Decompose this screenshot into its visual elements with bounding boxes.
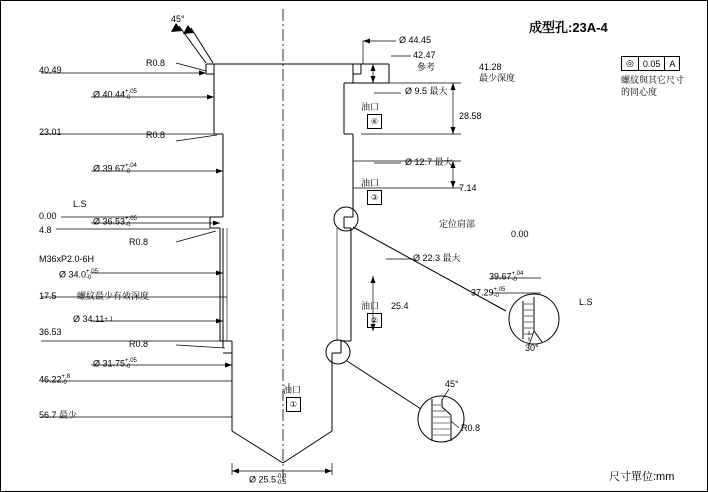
d223-label: Ø 22.3 最大 xyxy=(413,253,461,263)
ls-top-label: L.S xyxy=(73,199,87,209)
gdt-datum: A xyxy=(664,57,679,70)
depth-note-label: 最少深度 xyxy=(479,73,516,83)
port3-label: 油口 xyxy=(361,178,380,188)
d3411-label: Ø 34.11 +.1 xyxy=(73,314,113,324)
footer-units: 尺寸單位:mm xyxy=(609,471,675,483)
d3653-a-label: Ø 36.53 +.05 -0 xyxy=(93,216,137,228)
d3967-label: Ø 39.67 +.04 -0 xyxy=(93,163,137,175)
port2-number: ② xyxy=(367,313,382,328)
ls-right-label: L.S xyxy=(579,297,593,307)
locator-label: 定位肩部 xyxy=(439,219,476,229)
port1-number: ① xyxy=(286,397,301,412)
angle-30-label: 30° xyxy=(525,343,539,353)
port4-label: 油口 xyxy=(361,102,380,112)
v2858-label: 28.58 xyxy=(459,111,482,121)
port4-number: ④ xyxy=(367,114,382,129)
r08-3-label: R0.8 xyxy=(129,237,149,247)
r08-5-label: R0.8 xyxy=(461,423,481,433)
zero-2-label: 0.00 xyxy=(511,229,529,239)
d3175-label: Ø 31.75 +.05 -0 xyxy=(93,358,137,370)
thread-label: M36xP2.0-6H xyxy=(39,254,95,264)
v175-label: 17.5 xyxy=(39,291,57,301)
angle-45-bottom-label: 45° xyxy=(445,379,459,389)
zero-1-label: 0.00 xyxy=(39,211,57,221)
d4247-label: 42.47 xyxy=(413,50,436,60)
angle-45-top-label: 45° xyxy=(171,14,185,24)
gdt-note-line1: 螺紋與其它尺寸 xyxy=(621,75,685,85)
v48-label: 4.8 xyxy=(39,225,52,235)
d255-label: Ø 25.5 -0.0 -0.5 xyxy=(249,474,287,486)
l4622-label: 46.22 +.8 -0 xyxy=(39,374,71,386)
d4445-label: Ø 44.45 xyxy=(399,35,432,45)
l2301-label: 23.01 xyxy=(39,127,62,137)
d127-label: Ø 12.7 最大 xyxy=(405,157,453,167)
r08-2-label: R0.8 xyxy=(146,130,166,140)
ref-label: 參考 xyxy=(417,62,436,72)
concentricity-icon: ◎ xyxy=(626,58,634,68)
d3967-right-label: 39.67 +.04 -0 xyxy=(489,271,524,283)
r08-4-label: R0.8 xyxy=(129,339,149,349)
d4044-label: Ø 40.44 +.05 -0 xyxy=(93,89,137,101)
port1-label: 油口 xyxy=(283,385,302,395)
port3-number: ③ xyxy=(367,190,382,205)
gdt-note-line2: 的同心度 xyxy=(621,87,658,97)
l567-label: 56.7 最少 xyxy=(39,410,78,420)
feature-control-frame xyxy=(621,56,680,71)
port2-label: 油口 xyxy=(361,301,380,311)
thread-depth-label: 螺紋最少有效深度 xyxy=(77,291,150,301)
r08-1-label: R0.8 xyxy=(146,58,166,68)
l3653-label: 36.53 xyxy=(39,327,62,337)
l4049-label: 40.49 xyxy=(39,65,62,75)
v254-label: 25.4 xyxy=(391,301,409,311)
d340-label: Ø 34.0 +.05 -0 xyxy=(59,269,98,281)
gdt-tolerance: 0.05 xyxy=(638,57,665,70)
d95-label: Ø 9.5 最大 xyxy=(405,86,448,96)
v3729-label: 37.29 +.05 -0 xyxy=(471,287,506,299)
drawing-vectors xyxy=(1,1,708,492)
v714-label: 7.14 xyxy=(459,183,477,193)
page-title: 成型孔:23A-4 xyxy=(529,20,608,35)
depth-4128-label: 41.28 xyxy=(479,62,502,72)
